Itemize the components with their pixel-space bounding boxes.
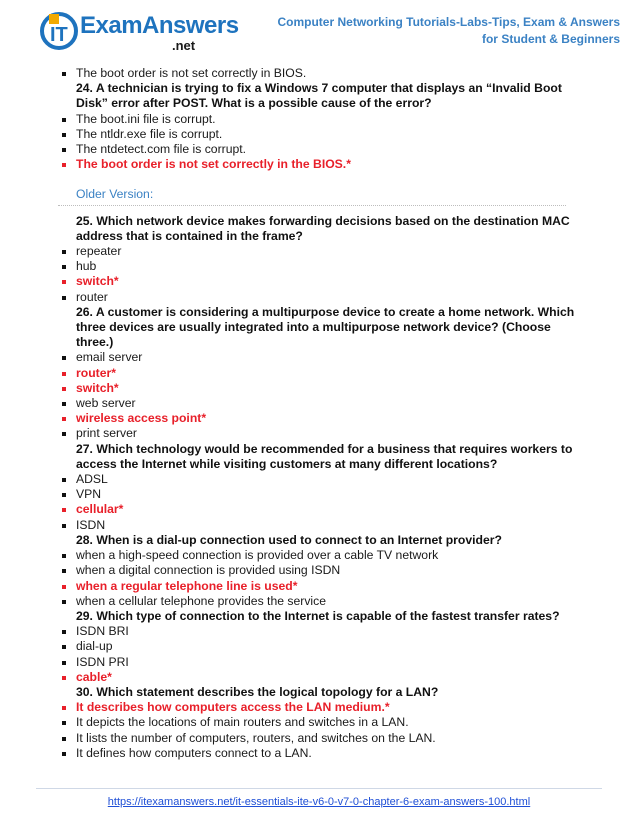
logo-mark-text: IT	[50, 24, 68, 46]
footer-divider	[36, 788, 602, 789]
question-text: 27. Which technology would be recommended for a business that requires workers to access the Internet while visiting customers at many different locations?	[76, 441, 573, 471]
current-questions	[58, 81, 578, 172]
answer-item: The boot order is not set correctly in BIOS.	[58, 66, 578, 81]
question-text: 26. A customer is considering a multipurpose device to create a home network. Which three devices are usually integrated into a multipurpose network device? (Choose three.)	[76, 304, 575, 350]
answer-item: web server	[58, 396, 578, 411]
question-text: 25. Which network device makes forwarding decisions based on the destination MAC address that is contained in the frame?	[76, 213, 570, 243]
correct-answer-item: The boot order is not set correctly in the BIOS.*	[58, 157, 578, 172]
correct-answer-item: switch*	[58, 274, 578, 289]
older-questions	[58, 214, 578, 761]
answer-item: ADSL	[58, 472, 578, 487]
site-logo[interactable]	[40, 8, 239, 56]
question-text: 24. A technician is trying to fix a Windows 7 computer that displays an “Invalid Boot Disk” error after POST. What is a possible cause of the error?	[76, 81, 562, 111]
answer-item: router	[58, 290, 578, 305]
answer-item: ISDN	[58, 518, 578, 533]
answer-item: print server	[58, 426, 578, 441]
answer-item: VPN	[58, 487, 578, 502]
answer-item: repeater	[58, 244, 578, 259]
answer-item: The ntldr.exe file is corrupt.	[58, 127, 578, 142]
correct-answer-item: router*	[58, 366, 578, 381]
tagline-line-2: for Student & Beginners	[481, 32, 620, 46]
answer-item: It lists the number of computers, routers, and switches on the LAN.	[58, 731, 578, 746]
correct-answer-item: cellular*	[58, 502, 578, 517]
correct-answer-item: when a regular telephone line is used*	[58, 579, 578, 594]
question-text: 29. Which type of connection to the Internet is capable of the fastest transfer rates?	[76, 608, 560, 623]
answer-item: dial-up	[58, 639, 578, 654]
answer-item: It defines how computers connect to a LAN.	[58, 746, 578, 761]
answer-item: ISDN PRI	[58, 655, 578, 670]
answer-item: when a cellular telephone provides the service	[58, 594, 578, 609]
older-version-heading: Older Version:	[58, 187, 566, 205]
answer-item: The boot.ini file is corrupt.	[58, 112, 578, 127]
it-logo-icon	[40, 10, 78, 52]
answer-item: when a high-speed connection is provided over a cable TV network	[58, 548, 578, 563]
page-header	[0, 0, 638, 62]
answer-item: It depicts the locations of main routers and switches in a LAN.	[58, 715, 578, 730]
correct-answer-item: switch*	[58, 381, 578, 396]
document-body	[58, 66, 578, 761]
logo-brand-text: ExamAnswers	[80, 12, 239, 39]
answer-item: ISDN BRI	[58, 624, 578, 639]
answer-item: when a digital connection is provided using ISDN	[58, 563, 578, 578]
correct-answer-item: It describes how computers access the LAN medium.*	[58, 700, 578, 715]
answer-item: hub	[58, 259, 578, 274]
correct-answer-item: cable*	[58, 670, 578, 685]
source-link[interactable]: https://itexamanswers.net/it-essentials-ite-v6-0-v7-0-chapter-6-exam-answers-100.html	[107, 796, 531, 808]
answer-item: The ntdetect.com file is corrupt.	[58, 142, 578, 157]
site-tagline	[260, 14, 620, 48]
logo-suffix-text: .net	[172, 38, 196, 53]
question-text: 28. When is a dial-up connection used to connect to an Internet provider?	[76, 532, 502, 547]
correct-answer-item: wireless access point*	[58, 411, 578, 426]
answer-item: email server	[58, 350, 578, 365]
tagline-line-1: Computer Networking Tutorials-Labs-Tips, Exam & Answers	[277, 15, 620, 29]
question-text: 30. Which statement describes the logical topology for a LAN?	[76, 684, 439, 699]
page-footer	[0, 796, 638, 808]
